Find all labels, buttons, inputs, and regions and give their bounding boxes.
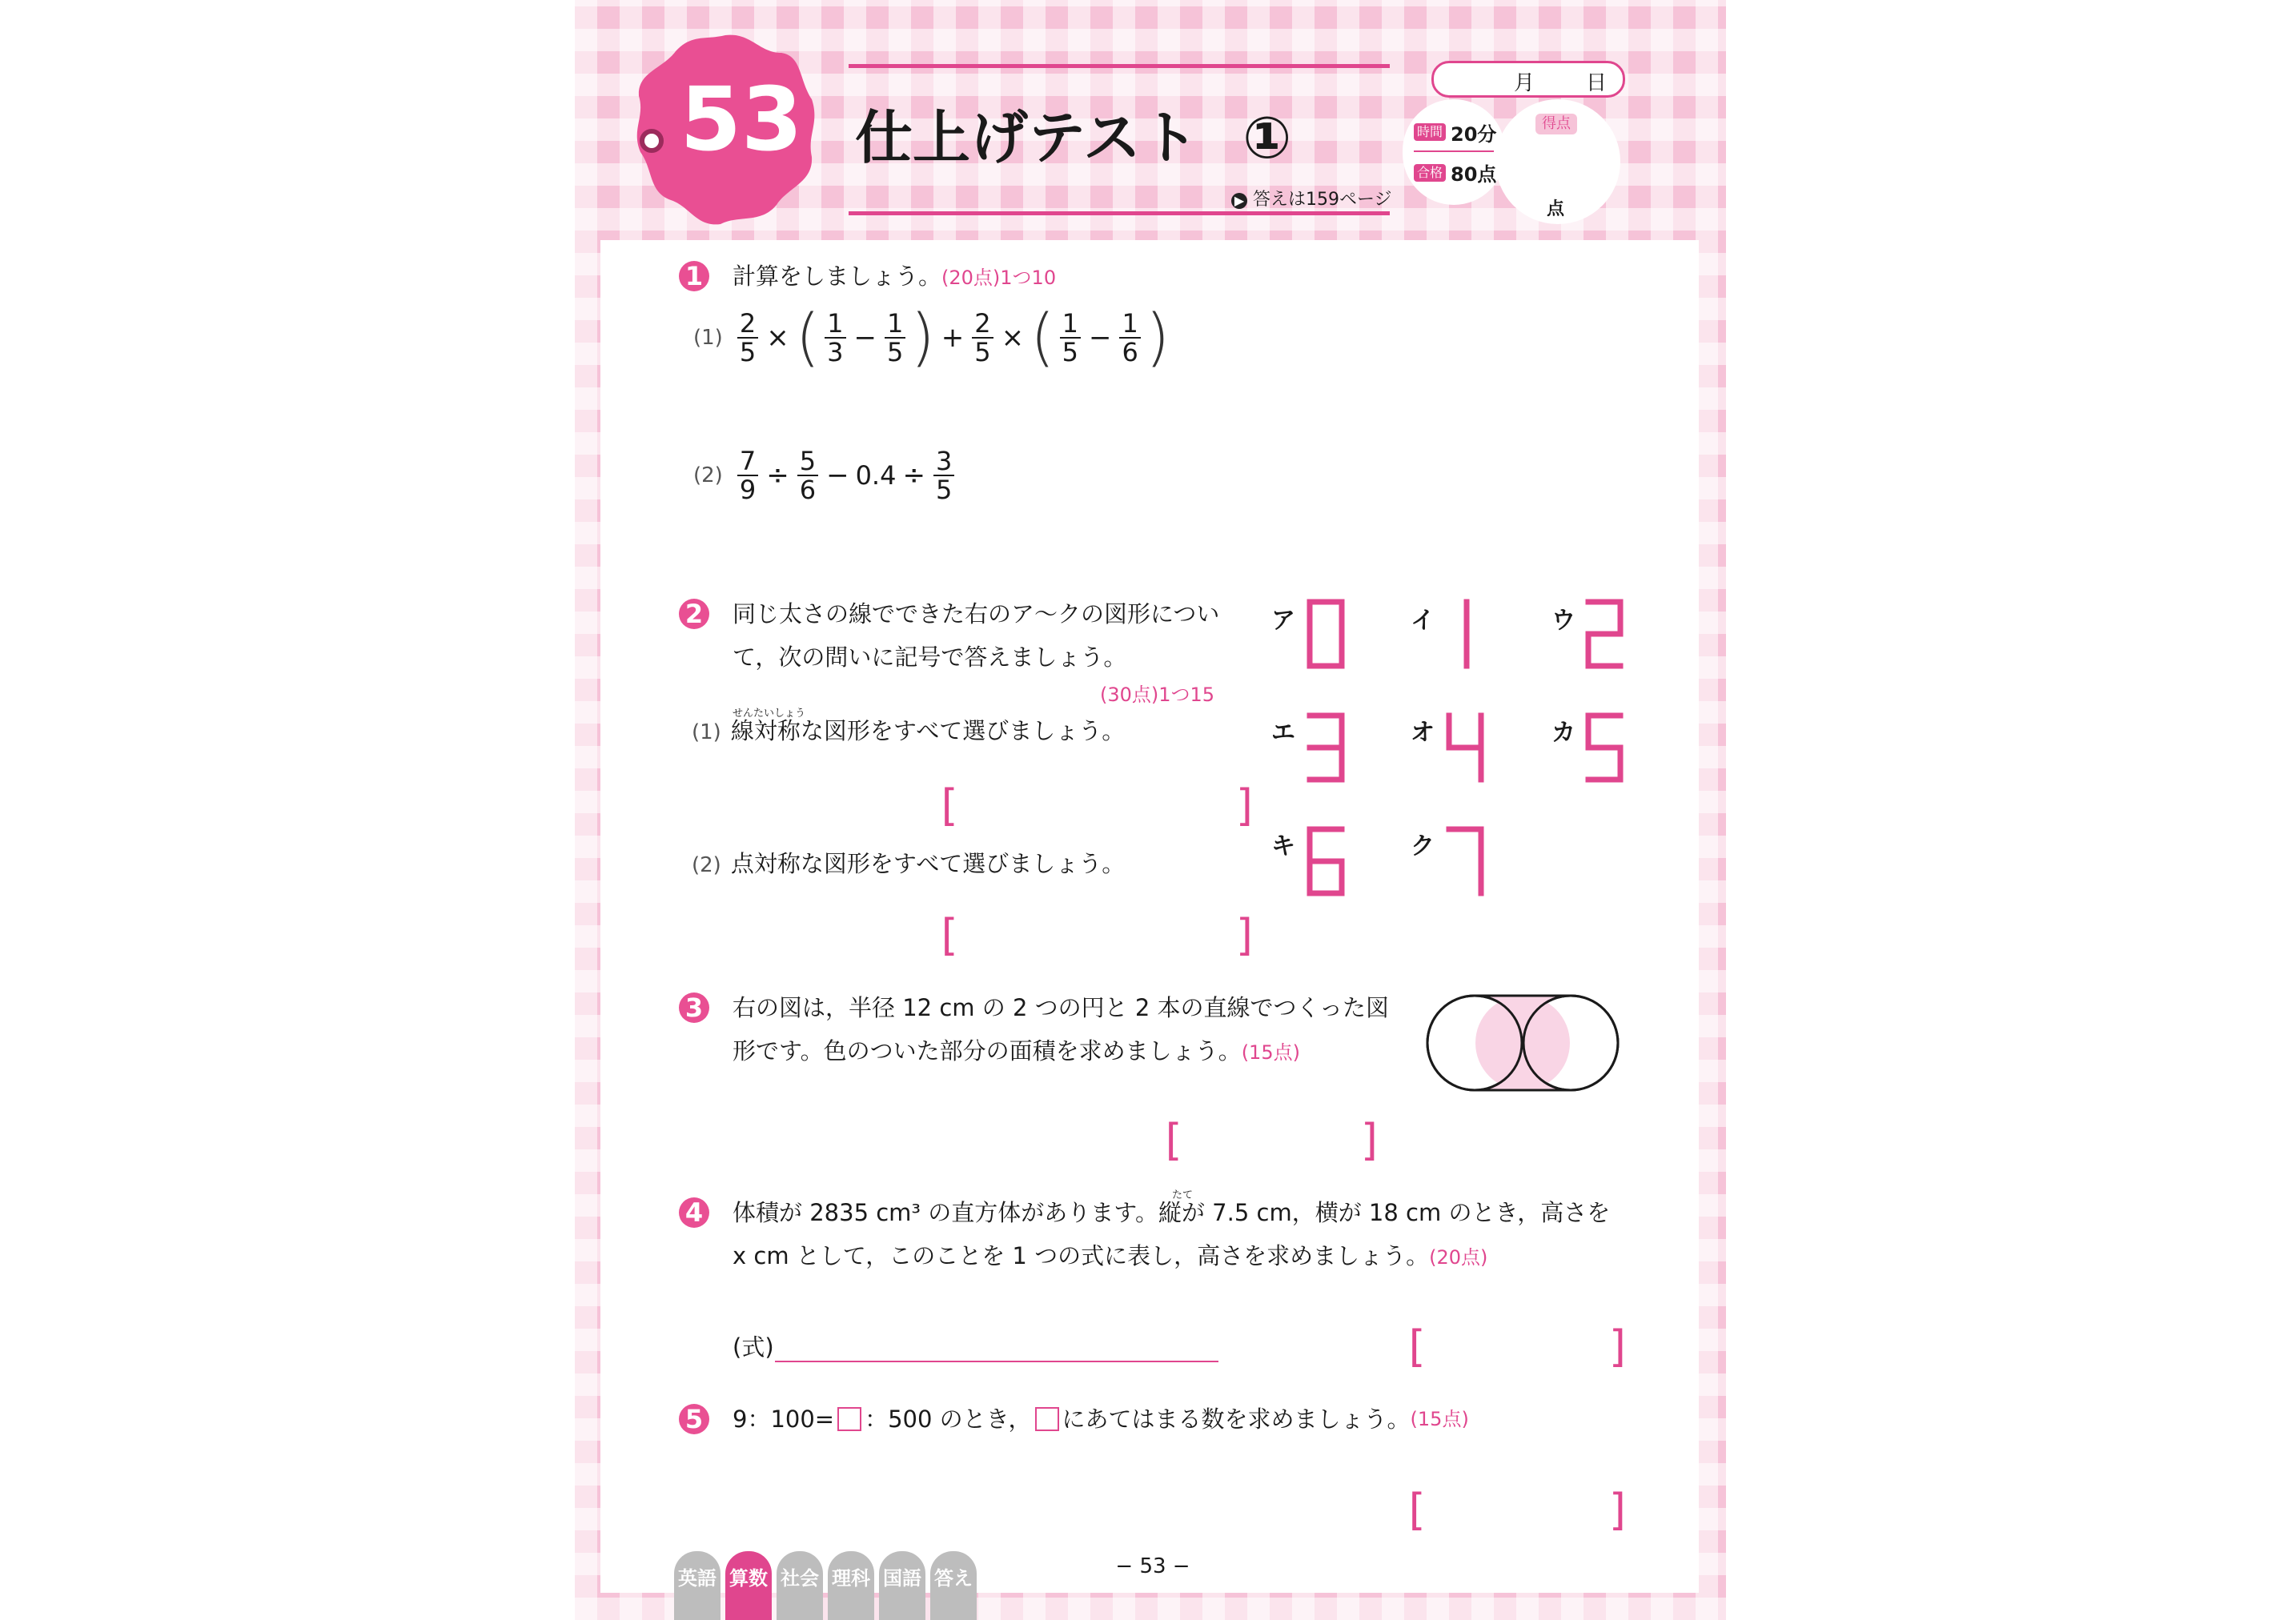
fraction: $\frac{1}{3}$: [825, 310, 845, 366]
q4-line1: 体積が 2835 cm³ の直方体があります。縦が 7.5 cm，横が 18 cm のとき，高さを: [733, 1199, 1611, 1226]
digit-two-figure: [1588, 602, 1620, 666]
score-label: 得点: [1535, 114, 1577, 134]
q1-text: [733, 255, 1056, 299]
tab-social[interactable]: 社会: [777, 1551, 823, 1620]
tab-math[interactable]: 算数: [725, 1551, 772, 1620]
q1-points: (20点)1つ10: [941, 267, 1057, 289]
time-label: 時間: [1414, 123, 1446, 141]
page-title-text: 仕上げテスト: [855, 104, 1199, 171]
lesson-number: 53: [680, 68, 803, 170]
score-unit: 点: [1547, 199, 1565, 219]
question-number-2: 2: [679, 599, 709, 629]
title-rule-top: [849, 64, 1390, 68]
question-number-4: 4: [679, 1197, 709, 1228]
arrow-right-icon: ▶: [1231, 193, 1247, 209]
fraction: $\frac{1}{6}$: [1119, 310, 1140, 366]
fraction: $\frac{7}{9}$: [737, 447, 758, 503]
q1-instruction: 計算をしましょう。: [733, 263, 942, 290]
figure-label-ki: キ: [1271, 832, 1295, 860]
q2-answer2-close: ]: [1233, 910, 1259, 960]
q3-answer-close: ]: [1358, 1115, 1384, 1165]
tab-english[interactable]: 英語: [674, 1551, 721, 1620]
two-circles-figure: [1425, 991, 1625, 1095]
q5-answer-open: [: [1403, 1485, 1429, 1535]
fraction: $\frac{1}{5}$: [1060, 310, 1081, 366]
q5-blank-box: [837, 1407, 861, 1431]
figure-label-u: ウ: [1551, 607, 1575, 635]
q2-ruby: せんたいしょう: [733, 708, 806, 720]
q2-line2: て，次の問いに記号で答えましょう。: [733, 644, 1127, 671]
q5-answer-close: ]: [1606, 1485, 1632, 1535]
q4-answer-field[interactable]: [1428, 1325, 1601, 1369]
q2-answer2-open: [: [935, 910, 961, 960]
figure-label-a: ア: [1271, 607, 1295, 635]
digit-zero-figure: [1310, 602, 1342, 666]
question-number-3: 3: [679, 992, 709, 1023]
pass-label: 合格: [1414, 164, 1446, 182]
title-rule-bottom: [849, 211, 1390, 215]
fraction: $\frac{3}{5}$: [933, 447, 954, 503]
q5-blank-box: [1035, 1407, 1059, 1431]
digit-figures: [1297, 592, 1633, 904]
q2-answer1-field[interactable]: [961, 784, 1225, 828]
figure-label-ka: カ: [1551, 719, 1575, 747]
q3-line2: 形です。色のついた部分の面積を求めましょう。(15点): [733, 1037, 1300, 1065]
figure-label-e: エ: [1271, 719, 1295, 747]
digit-three-figure: [1310, 716, 1342, 780]
fraction: $\frac{1}{5}$: [885, 310, 905, 366]
date-month-label: 月: [1514, 71, 1535, 95]
q4-answer-open: [: [1403, 1321, 1429, 1372]
q2-sub2: (2) 点対称な図形をすべて選びましょう。: [692, 850, 1126, 877]
answer-reference-text: 答えは159ページ: [1253, 190, 1392, 210]
digit-seven-figure: [1449, 829, 1481, 893]
fraction: $\frac{2}{5}$: [737, 310, 758, 366]
q4-formula-line[interactable]: [775, 1361, 1218, 1362]
tab-japanese[interactable]: 国語: [879, 1551, 925, 1620]
q2-answer1-open: [: [935, 780, 961, 831]
figure-label-i: イ: [1411, 607, 1435, 635]
digit-five-figure: [1588, 716, 1620, 780]
fraction: $\frac{2}{5}$: [972, 310, 993, 366]
time-value: 20分: [1451, 123, 1497, 146]
q2-sub1: (1) 線対称な図形をすべて選びましょう。: [692, 717, 1126, 744]
q2-answer2-field[interactable]: [961, 914, 1225, 957]
date-day-label: 日: [1586, 71, 1608, 95]
digit-six-figure: [1310, 829, 1342, 893]
q4-line2: x cm として，このことを 1 つの式に表し，高さを求めましょう。(20点): [733, 1242, 1488, 1269]
page-title: [855, 98, 1291, 178]
q4-ruby: たて: [1172, 1189, 1194, 1201]
tab-answers[interactable]: 答え: [930, 1551, 977, 1620]
lesson-number-badge: [631, 29, 820, 229]
answer-reference: [1231, 186, 1392, 211]
digit-four-figure: [1449, 716, 1481, 780]
question-number-5: 5: [679, 1404, 709, 1434]
question-number-1: 1: [679, 261, 709, 291]
decimal-value: 0.4: [855, 460, 897, 491]
q1-sub2-label: (2): [693, 463, 723, 487]
q1-expression-2: (2) $\frac{7}{9}$ ÷ $\frac{5}{6}$ − 0.4 ÷ $\frac{3}{5}$: [693, 439, 956, 512]
tab-science[interactable]: 理科: [828, 1551, 874, 1620]
q2-points: (30点)1つ15: [1100, 684, 1215, 706]
time-pass-divider: [1414, 150, 1494, 152]
time-pass-box: [1403, 99, 1505, 205]
figure-label-ku: ク: [1411, 832, 1435, 860]
page-number: − 53 −: [1115, 1554, 1190, 1578]
q2-line1: 同じ太さの線でできた右のア〜クの図形につい: [733, 600, 1220, 628]
q3-answer-field[interactable]: [1185, 1119, 1353, 1162]
q3-answer-open: [: [1159, 1115, 1186, 1165]
date-field[interactable]: [1431, 61, 1625, 98]
q4-formula-label: (式): [733, 1333, 774, 1361]
q5-answer-field[interactable]: [1428, 1489, 1601, 1532]
q4-answer-close: ]: [1606, 1321, 1632, 1372]
pass-value: 80点: [1451, 163, 1497, 186]
q1-sub1-label: (1): [693, 326, 723, 350]
figure-label-o: オ: [1411, 719, 1435, 747]
q1-expression-1: (1) $\frac{2}{5}$ × ( $\frac{1}{3}$ − $\frac{1}{5}$ ) + $\frac{2}{5}$ × ( $\frac{1}{5}$ − $\frac{1}{6}$ ): [693, 302, 1170, 374]
q2-answer1-close: ]: [1233, 780, 1259, 831]
page-title-number: ①: [1242, 104, 1292, 171]
q5-text: 9：100= ：500 のとき， にあてはまる数を求めましょう。 (15点): [733, 1405, 1469, 1433]
fraction: $\frac{5}{6}$: [797, 447, 818, 503]
q3-line1: 右の図は，半径 12 cm の 2 つの円と 2 本の直線でつくった図: [733, 994, 1389, 1021]
